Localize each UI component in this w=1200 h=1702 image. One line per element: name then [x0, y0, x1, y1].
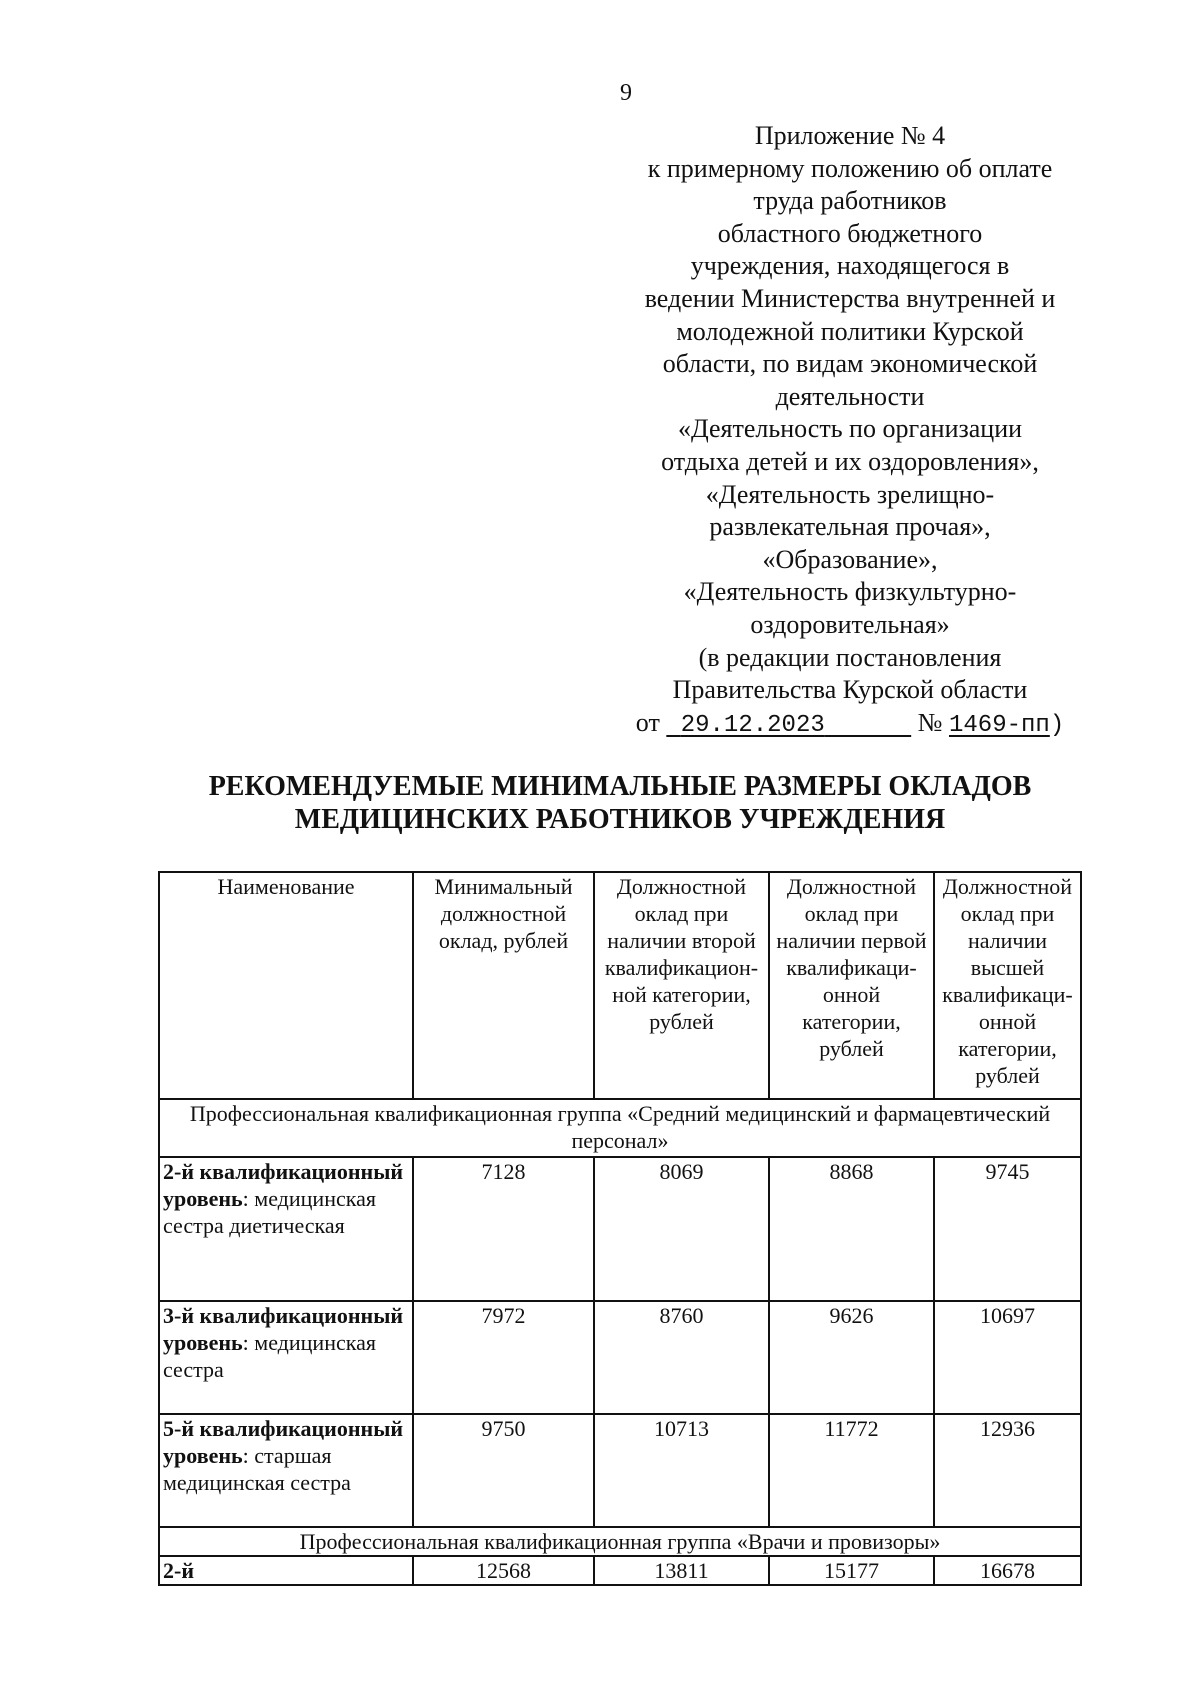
appendix-line: «Образование»,: [762, 544, 938, 574]
row-name: [159, 1556, 413, 1585]
appendix-line: областного бюджетного: [717, 218, 983, 248]
group-heading: Профессиональная квалификационная группа «Средний медицинский и фармацевтический персонал»: [159, 1099, 1081, 1157]
appendix-header: [610, 120, 1090, 742]
table-cell: 10697: [934, 1301, 1081, 1414]
appendix-line: оздоровительная»: [750, 609, 950, 639]
level-label: 2-й: [163, 1558, 195, 1583]
appendix-line: Правительства Курской области: [672, 675, 1028, 705]
table-cell: 8868: [769, 1157, 934, 1301]
appendix-line: к примерному положению об оплате: [647, 153, 1053, 183]
table-cell: 7972: [413, 1301, 594, 1414]
appendix-line: деятельности: [775, 381, 925, 411]
page-number: 9: [620, 80, 632, 106]
position-label: медицинская сестра: [163, 1330, 376, 1382]
appendix-line: Приложение № 4: [754, 121, 946, 150]
table-cell: 15177: [769, 1556, 934, 1585]
title-line: МЕДИЦИНСКИХ РАБОТНИКОВ УЧРЕЖДЕНИЯ: [294, 804, 946, 835]
group-row: [159, 1527, 1081, 1556]
closing-paren: ): [1049, 711, 1065, 739]
table-row: [159, 1301, 1081, 1414]
row-name: 3-й квалификационный уровень: медицинская сестра: [159, 1301, 413, 1414]
table-cell: 9745: [934, 1157, 1081, 1301]
table-cell: 9626: [769, 1301, 934, 1414]
table-cell: 12936: [934, 1414, 1081, 1527]
table-cell: 8760: [594, 1301, 769, 1414]
column-header: Минимальный должностной оклад, рублей: [413, 872, 594, 1099]
appendix-line: (в редакции постановления: [698, 642, 1002, 672]
appendix-line: труда работников: [753, 186, 947, 216]
table-row: [159, 1414, 1081, 1527]
level-label: 2-й квалификационный уровень: [163, 1159, 404, 1211]
table-cell: 10713: [594, 1414, 769, 1527]
table-row: [159, 1556, 1081, 1585]
appendix-line: развлекательная прочая»,: [709, 512, 991, 542]
salary-table: [158, 871, 1082, 1586]
resolution-number: 1469-пп: [948, 711, 1050, 739]
group-row: [159, 1099, 1081, 1157]
appendix-line: области, по видам экономической: [662, 349, 1038, 379]
table-cell: 11772: [769, 1414, 934, 1527]
appendix-line: отдыха детей и их оздоровления»,: [661, 446, 1039, 476]
table-row: [159, 1157, 1081, 1301]
resolution-date: 29.12.2023: [680, 711, 825, 739]
appendix-line: учреждения, находящегося в: [690, 251, 1010, 281]
row-name: 2-й квалификационный уровень: медицинская сестра диетическая: [159, 1157, 413, 1301]
date-prefix: от: [635, 707, 660, 737]
table-cell: 12568: [413, 1556, 594, 1585]
number-prefix: №: [917, 707, 943, 737]
position-label: медицинская сестра диетическая: [163, 1186, 376, 1238]
table-cell: 13811: [594, 1556, 769, 1585]
resolution-reference: [610, 707, 1090, 743]
appendix-line: молодежной политики Курской: [676, 316, 1024, 346]
appendix-line: «Деятельность физкультурно-: [683, 577, 1017, 607]
table-header-row: [159, 872, 1081, 1099]
column-header: Должностной оклад при наличии второй квалификацион-ной категории, рублей: [594, 872, 769, 1099]
row-name: 5-й квалификационный уровень: старшая медицинская сестра: [159, 1414, 413, 1527]
column-header: Должностной оклад при наличии высшей квалификаци-онной категории, рублей: [934, 872, 1081, 1099]
appendix-line: «Деятельность зрелищно-: [705, 479, 995, 509]
appendix-line: «Деятельность по организации: [677, 414, 1023, 444]
table-cell: 9750: [413, 1414, 594, 1527]
level-label: 3-й квалификационный уровень: [163, 1303, 404, 1355]
level-label: 5-й квалификационный уровень: [163, 1416, 404, 1468]
group-heading: Профессиональная квалификационная группа «Врачи и провизоры»: [159, 1527, 1081, 1556]
table-cell: 8069: [594, 1157, 769, 1301]
document-title: [150, 770, 1090, 836]
position-label: старшая медицинская сестра: [163, 1443, 351, 1495]
appendix-line: ведении Министерства внутренней и: [644, 283, 1056, 313]
table-cell: 7128: [413, 1157, 594, 1301]
column-header: Должностной оклад при наличии первой квалификаци-онной категории, рублей: [769, 872, 934, 1099]
column-header: Наименование: [159, 872, 413, 1099]
title-line: РЕКОМЕНДУЕМЫЕ МИНИМАЛЬНЫЕ РАЗМЕРЫ ОКЛАДОВ: [208, 771, 1032, 802]
table-cell: 16678: [934, 1556, 1081, 1585]
